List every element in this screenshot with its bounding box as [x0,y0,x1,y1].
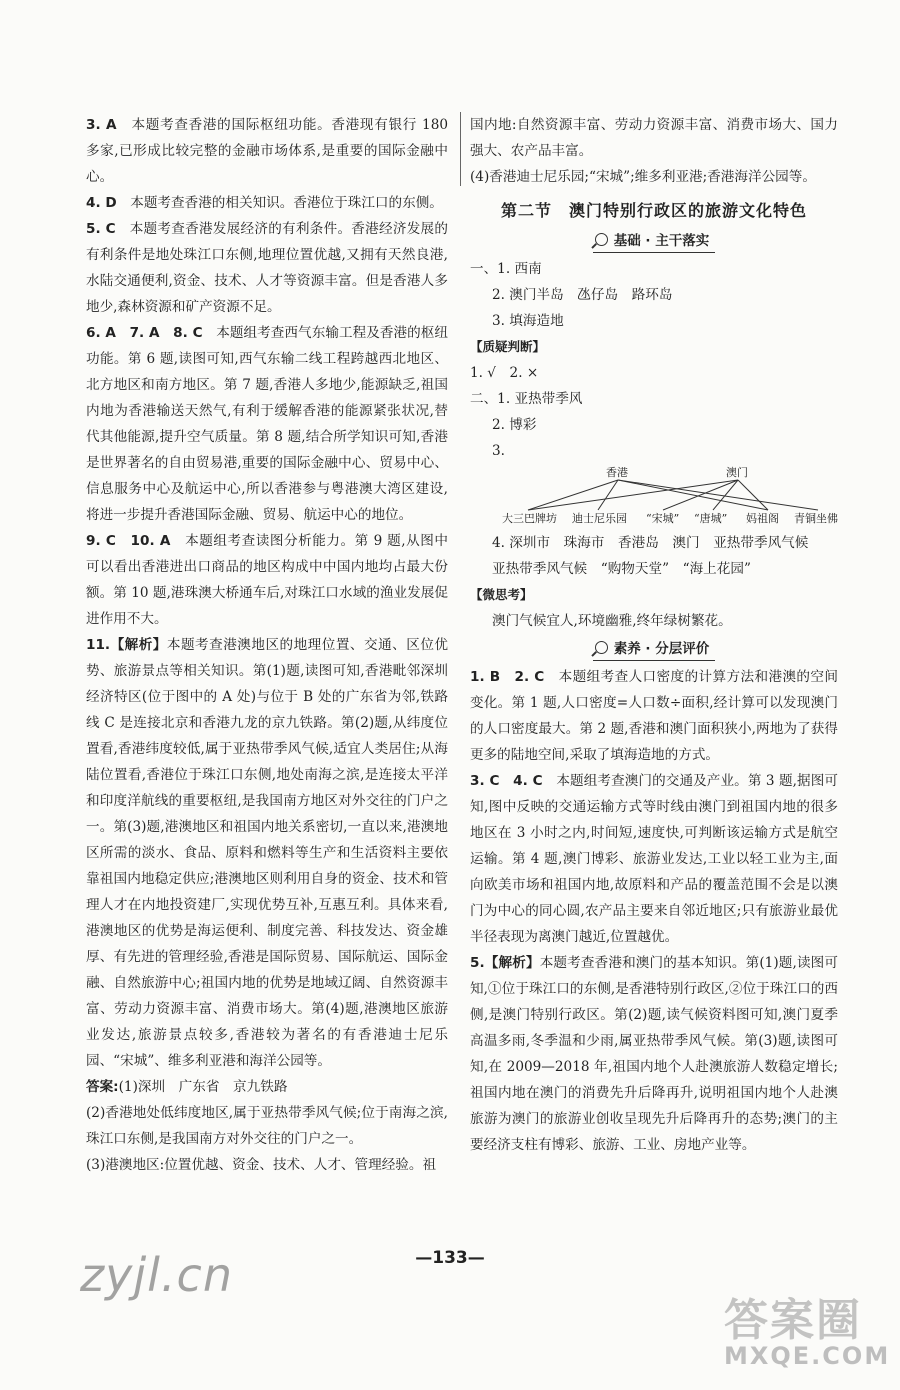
diagram-label-2: 迪士尼乐园 [572,512,627,525]
answer-11-key-2: (2)香港地处低纬度地区,属于亚热带季风气候;位于南海之滨,珠江口东侧,是我国南方对外交往的门户之一。 [86,1105,448,1147]
tag-think: 【微思考】 [470,587,533,602]
answer-6-8: 6. A 7. A 8. C 本题组考查西气东输工程及香港的枢纽功能。第 6 题,读图可知,西气东输二线工程跨越西北地区、北方地区和南方地区。第 7 题,香港人多地少,能源缺乏,祖国内地为香港输送天然气,有利于缓解香港的能源紧张状况,替代其他能源,提升空气质量。第 8 题,结合所学知识可知,香港是世界著名的自由贸易港,重要的国际金融中心、贸易中心、信息服务中心及航运中心,所以香港参与粤港澳大湾区建设,将进一步提升香港国际金融、贸易、航运中心的地位。 [86,325,449,523]
magnifier-icon [595,233,608,246]
banner-basics: 基础 · 主干落实 [470,228,838,254]
watermark-mxqe-url: MXQE.COM [724,1342,891,1370]
answer-r-3-4: 3. C 4. C 本题组考查澳门的交通及产业。第 3 题,据图可知,图中反映的交通运输方式等时线由澳门到祖国内地的很多地区在 3 小时之内,时间短,速度快,可判断该运输方式是航空运输。第 4 题,澳门博彩、旅游业发达,工业以轻工业为主,面向欧美市场和祖国内地,故原料和产品的覆盖范围不会是以澳门为中心的同心圆,农产品主要来自邻近地区;只有旅游业最优半径表现为离澳门越近,位置越优。 [470,773,838,945]
part2-line-1: 二、1. 亚热带季风 [470,391,583,407]
basics-line-3: 3. 填海造地 [492,313,564,329]
answer-3: 3. A 本题考查香港的国际枢纽功能。香港现有银行 180 多家,已形成比较完整的金融市场体系,是重要的国际金融中心。 [86,117,448,185]
diagram-macau: 澳门 [726,466,748,479]
judge-answers: 1. √ 2. × [470,365,539,381]
item4-line-2: 亚热带季风气候 “购物天堂” “海上花园” [492,561,751,577]
diagram-label-5: 妈祖阁 [746,512,779,525]
page-number: —133— [415,1248,485,1268]
answer-11-key-3: (3)港澳地区:位置优越、资金、技术、人才、管理经验。祖 [86,1157,437,1173]
diagram-label-6: 青铜坐佛 [794,512,838,525]
tag-judge: 【质疑判断】 [470,339,546,354]
answer-5: 5. C 本题考查香港发展经济的有利条件。香港经济发展的有利条件是地处珠江口东侧,地理位置优越,又拥有天然良港,水陆交通便利,资金、技术、人才等资源丰富。但是香港人多地少,森林资源和矿产资源不足。 [86,221,448,315]
continued-text-2: (4)香港迪士尼乐园;“宋城”;维多利亚港;香港海洋公园等。 [470,169,816,185]
answer-4: 4. D 本题考查香港的相关知识。香港位于珠江口的东侧。 [86,195,443,211]
watermark-answer-circle: 答案圈 [724,1295,862,1346]
column-divider [460,112,461,186]
answer-11-analysis: 11.【解析】本题考查港澳地区的地理位置、交通、区位优势、旅游景点等相关知识。第(1)题,读图可知,香港毗邻深圳经济特区(位于图中的 A 处)与位于 B 处的广东省为邻,铁路线 C 是连接北京和香港九龙的京九铁路。第(2)题,从纬度位置看,香港纬度较低,属于亚热带季风气候,适宜人类居住;从海陆位置看,香港位于珠江口东侧,地处南海之滨,是连接太平洋和印度洋航线的重要枢纽,是我国南方地区对外交往的门户之一。第(3)题,港澳地区和祖国内地关系密切,一直以来,港澳地区所需的淡水、食品、原料和燃料等生产和生活资料主要依靠祖国内地稳定供应;港澳地区则利用自身的资金、技术和管理人才在内地投资建厂,实现优势互补,互惠互利。具体来看,港澳地区的优势是海运便利、制度完善、科技发达、资金雄厚、有先进的管理经验,香港是国际贸易、国际航运、国际金融、自然旅游中心;祖国内地的优势是地域辽阔、自然资源丰富、劳动力资源丰富、消费市场大。第(4)题,港澳地区旅游业发达,旅游景点较多,香港较为著名的有香港迪士尼乐园、“宋城”、维多利亚港和海洋公园等。 [86,637,448,1069]
answer-r-5: 5.【解析】本题考查香港和澳门的基本知识。第(1)题,读图可知,①位于珠江口的东侧,是香港特别行政区,②位于珠江口的西侧,是澳门特别行政区。第(2)题,读气候资料图可知,澳门夏季高温多雨,冬季温和少雨,属亚热带季风气候。第(3)题,读图可知,在 2009—2018 年,祖国内地个人赴澳旅游人数稳定增长;祖国内地在澳门的消费先升后降再升,说明祖国内地个人赴澳旅游为澳门的旅游业创收呈现先升后降再升的态势;澳门的主要经济支柱有博彩、旅游、工业、房地产业等。 [470,955,839,1153]
basics-line-1: 一、1. 西南 [470,261,542,277]
section-title: 第二节 澳门特别行政区的旅游文化特色 [500,201,807,220]
think-text: 澳门气候宜人,环境幽雅,终年绿树繁花。 [492,613,732,629]
continued-text-1: 国内地:自然资源丰富、劳动力资源丰富、消费市场大、国力强大、农产品丰富。 [470,117,838,159]
answer-9-10: 9. C 10. A 本题组考查读图分析能力。第 9 题,从图中可以看出香港进出口商品的地区构成中中国内地均占最大份额。第 10 题,港珠澳大桥通车后,对珠江口水域的渔业发展促进作用不大。 [86,533,448,627]
answer-r-1-2: 1. B 2. C 本题组考查人口密度的计算方法和港澳的空间变化。第 1 题,人口密度=人口数÷面积,经计算可以发现澳门的人口密度最大。第 2 题,香港和澳门面积狭小,两地为了获得更多的陆地空间,采取了填海造地的方式。 [470,669,839,763]
basics-line-2: 2. 澳门半岛 氹仔岛 路环岛 [492,287,673,303]
matching-diagram [478,466,838,530]
diagram-label-4: “唐城” [694,512,728,525]
answer-11-key-1: 答案:(1)深圳 广东省 京九铁路 [86,1079,288,1095]
diagram-hongkong: 香港 [606,466,628,479]
part2-line-3: 3. [492,443,505,459]
watermark-mxqe [724,1284,890,1370]
part2-line-2: 2. 博彩 [492,417,537,433]
magnifier-icon [595,641,608,654]
left-column [86,112,448,1178]
watermark-zyjl: zyjl.cn [80,1248,233,1302]
diagram-label-3: “宋城” [646,512,680,525]
diagram-label-1: 大三巴牌坊 [502,512,557,525]
right-column [470,112,838,1158]
item4-line-1: 4. 深圳市 珠海市 香港岛 澳门 亚热带季风气候 [492,535,809,551]
banner-literacy: 素养 · 分层评价 [470,636,838,662]
